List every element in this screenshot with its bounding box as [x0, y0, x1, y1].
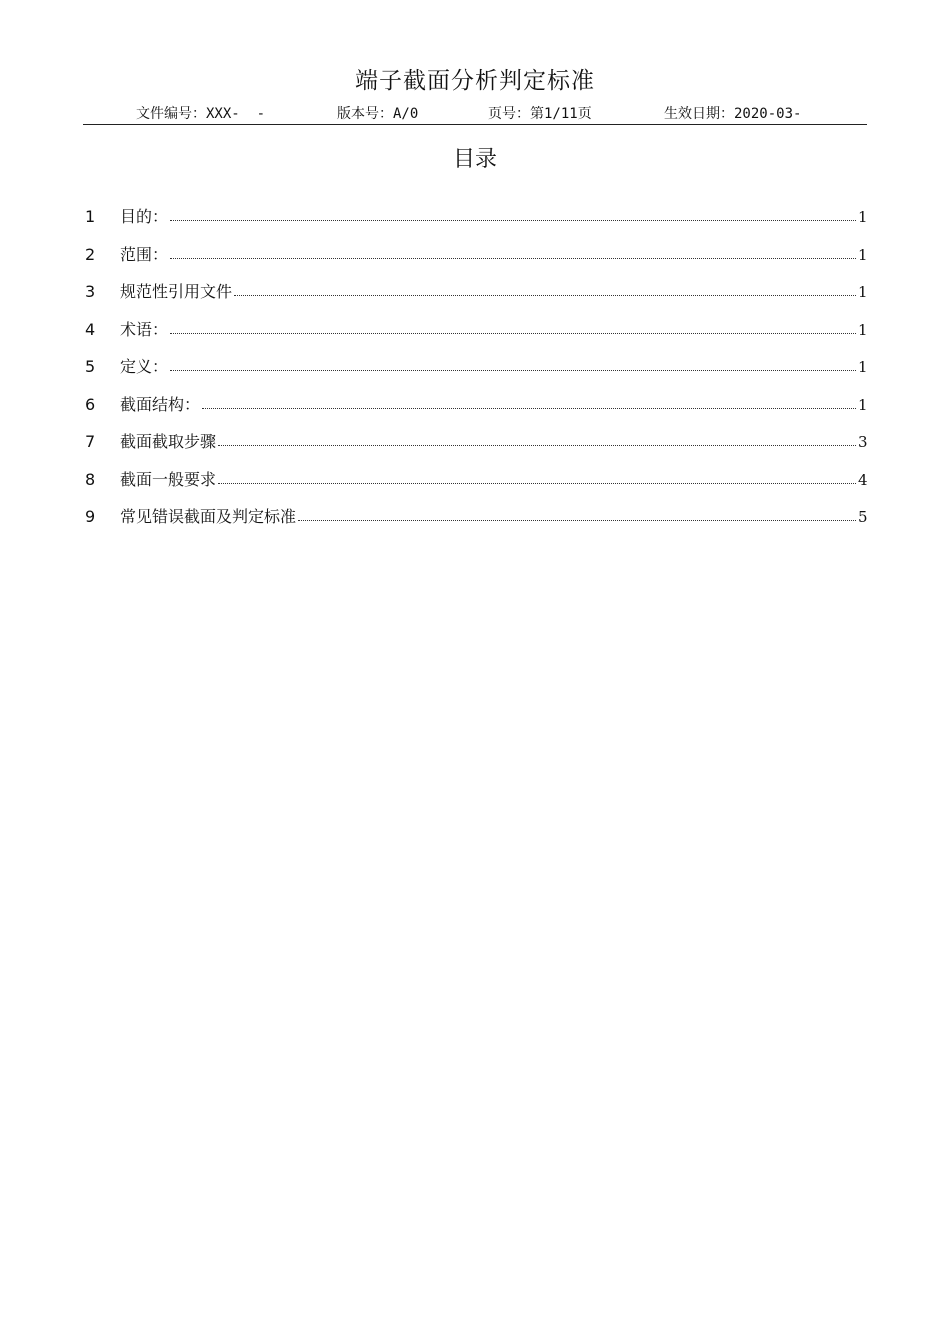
toc-entry-number: 6	[85, 394, 96, 414]
toc-entry-number: 9	[85, 507, 96, 526]
toc-entry-label: 规范性引用文件	[120, 282, 233, 301]
toc-dot-leader	[218, 468, 856, 484]
toc-dot-leader	[202, 393, 856, 409]
toc-entry-label: 范围：	[120, 244, 169, 264]
toc-entry-number: 3	[85, 282, 96, 301]
toc-entry-page: 1	[858, 395, 868, 414]
document-version: 版本号：A/0	[337, 106, 419, 122]
toc-heading: 目录	[452, 147, 497, 172]
toc-entry-5[interactable]	[85, 355, 880, 393]
toc-entry-page: 1	[858, 320, 868, 339]
toc-entry-1[interactable]	[85, 205, 880, 243]
toc-entry-label: 常见错误截面及判定标准	[120, 507, 297, 526]
table-of-contents	[85, 205, 880, 543]
toc-entry-page: 1	[858, 283, 868, 301]
toc-dot-leader	[218, 430, 856, 446]
toc-entry-number: 1	[85, 207, 96, 226]
toc-entry-label: 截面一般要求	[120, 469, 217, 489]
toc-entry-number: 7	[85, 432, 96, 451]
document-meta-row	[0, 103, 950, 123]
toc-dot-leader	[234, 280, 856, 296]
header-divider	[83, 124, 867, 125]
toc-entry-8[interactable]	[85, 468, 880, 506]
toc-entry-9[interactable]	[85, 505, 880, 543]
toc-entry-number: 5	[85, 357, 96, 376]
toc-entry-page: 5	[858, 508, 868, 526]
document-title: 端子截面分析判定标准	[355, 68, 595, 94]
effective-date: 生效日期：2020-03-	[664, 106, 802, 122]
toc-entry-number: 2	[85, 244, 96, 264]
toc-dot-leader	[170, 205, 856, 221]
toc-entry-label: 截面截取步骤	[120, 432, 217, 451]
toc-entry-4[interactable]	[85, 318, 880, 356]
toc-dot-leader	[170, 243, 856, 259]
toc-entry-3[interactable]	[85, 280, 880, 318]
toc-entry-label: 术语：	[120, 319, 169, 339]
toc-entry-page: 4	[858, 470, 868, 489]
toc-entry-6[interactable]	[85, 393, 880, 431]
toc-entry-label: 目的：	[120, 207, 169, 226]
toc-entry-page: 1	[858, 245, 868, 264]
toc-entry-number: 8	[85, 469, 96, 489]
toc-dot-leader	[170, 355, 856, 371]
toc-dot-leader	[298, 505, 856, 521]
toc-entry-7[interactable]	[85, 430, 880, 468]
toc-entry-page: 3	[858, 433, 868, 451]
toc-entry-2[interactable]	[85, 243, 880, 281]
toc-entry-label: 定义：	[120, 357, 169, 376]
toc-entry-page: 1	[858, 208, 868, 226]
document-number: 文件编号：XXX- -	[136, 106, 266, 122]
page-number: 页号：第1/11页	[488, 106, 592, 122]
toc-entry-number: 4	[85, 319, 96, 339]
toc-entry-label: 截面结构：	[120, 394, 201, 414]
toc-entry-page: 1	[858, 358, 868, 376]
toc-dot-leader	[170, 318, 856, 334]
